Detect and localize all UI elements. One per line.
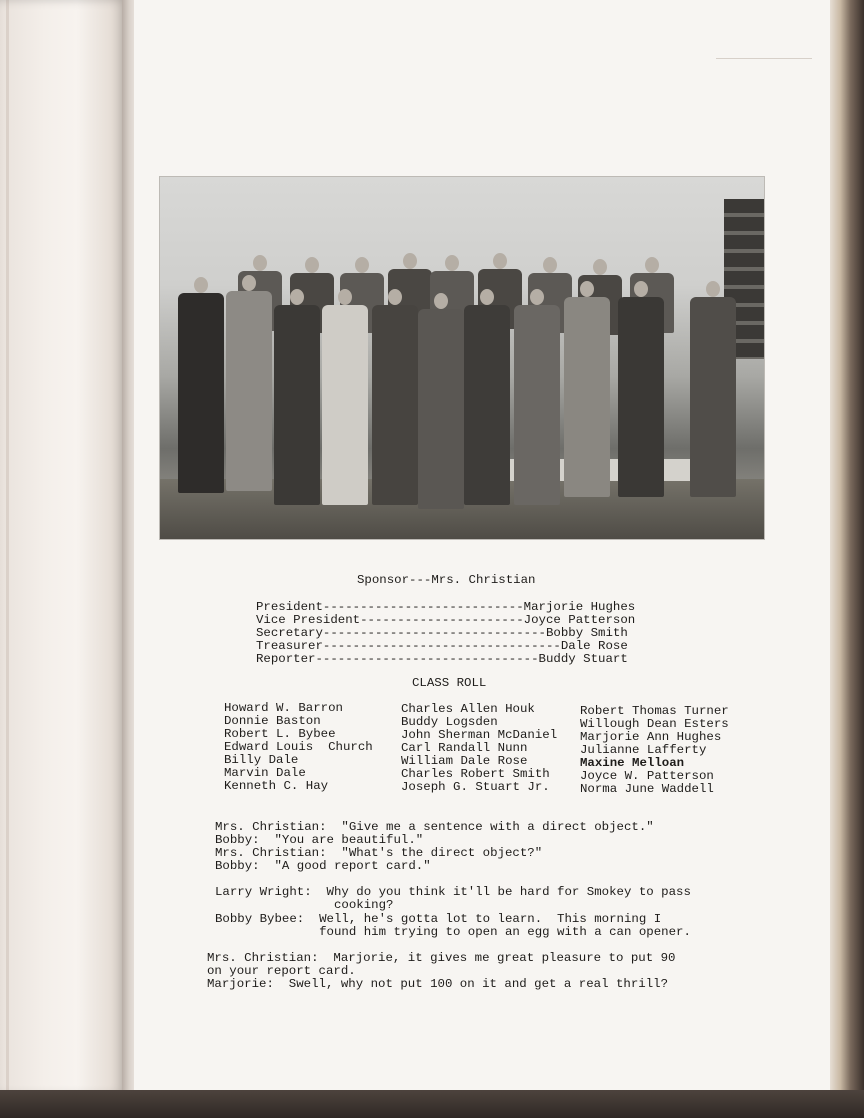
joke-line: cooking? (215, 898, 394, 912)
roll-name: Kenneth C. Hay (224, 779, 329, 793)
photo-person (464, 289, 510, 505)
roll-name: Donnie Baston (224, 714, 321, 728)
sponsor-line: Sponsor---Mrs. Christian (357, 573, 536, 587)
officer-president: President---------------------------Marjorie Hughes (256, 600, 636, 614)
roll-name: Robert Thomas Turner (580, 704, 729, 718)
officer-treasurer: Treasurer--------------------------------Dale Rose (256, 639, 628, 653)
officer-reporter: Reporter------------------------------Buddy Stuart (256, 652, 628, 666)
joke-line: Bobby Bybee: Well, he's gotta lot to learn. This morning I (215, 912, 662, 926)
roll-name: Marvin Dale (224, 766, 306, 780)
photo-person (618, 281, 664, 497)
photo-person (514, 289, 560, 505)
roll-name: Maxine Melloan (580, 756, 685, 770)
bottom-page-edge (0, 1090, 864, 1118)
officer-vice-president: Vice President----------------------Joyce Patterson (256, 613, 636, 627)
class-group-photo (160, 177, 764, 539)
roll-name: Robert L. Bybee (224, 727, 336, 741)
roll-name: Julianne Lafferty (580, 743, 707, 757)
roll-name: Edward Louis Church (224, 740, 373, 754)
class-roll-title: CLASS ROLL (412, 676, 487, 690)
joke-line: Larry Wright: Why do you think it'll be hard for Smokey to pass (215, 885, 691, 899)
roll-name: Buddy Logsden (401, 715, 498, 729)
roll-name: Joseph G. Stuart Jr. (401, 780, 550, 794)
joke-line: Marjorie: Swell, why not put 100 on it and get a real thrill? (207, 977, 669, 991)
roll-name: Charles Allen Houk (401, 702, 535, 716)
roll-name: John Sherman McDaniel (401, 728, 558, 742)
roll-name: Willough Dean Esters (580, 717, 729, 731)
roll-name: Carl Randall Nunn (401, 741, 528, 755)
right-page-edge (830, 0, 864, 1118)
page-rule-line (716, 58, 812, 59)
joke-line: Bobby: "A good report card." (215, 859, 431, 873)
joke-line: Mrs. Christian: "What's the direct object?" (215, 846, 543, 860)
photo-person (178, 277, 224, 493)
roll-name: Norma June Waddell (580, 782, 714, 796)
joke-line: Mrs. Christian: Marjorie, it gives me great pleasure to put 90 (207, 951, 676, 965)
joke-line: found him trying to open an egg with a can opener. (215, 925, 691, 939)
class-roll-column-3 (580, 705, 729, 796)
joke-line: Bobby: "You are beautiful." (215, 833, 424, 847)
roll-name: Billy Dale (224, 753, 299, 767)
left-page (0, 0, 128, 1095)
roll-name: Charles Robert Smith (401, 767, 550, 781)
joke-line: Mrs. Christian: "Give me a sentence with a direct object." (215, 820, 654, 834)
officer-secretary: Secretary------------------------------Bobby Smith (256, 626, 628, 640)
photo-person (274, 289, 320, 505)
photo-person (564, 281, 610, 497)
roll-name: Marjorie Ann Hughes (580, 730, 722, 744)
photo-person (372, 289, 418, 505)
class-roll-column-1 (224, 702, 373, 793)
joke-line: on your report card. (207, 964, 356, 978)
roll-name: William Dale Rose (401, 754, 528, 768)
class-roll-column-2 (401, 703, 557, 794)
roll-name: Joyce W. Patterson (580, 769, 714, 783)
photo-person (226, 275, 272, 491)
photo-person (690, 281, 736, 497)
photo-person (418, 293, 464, 509)
photo-person (322, 289, 368, 505)
roll-name: Howard W. Barron (224, 701, 343, 715)
